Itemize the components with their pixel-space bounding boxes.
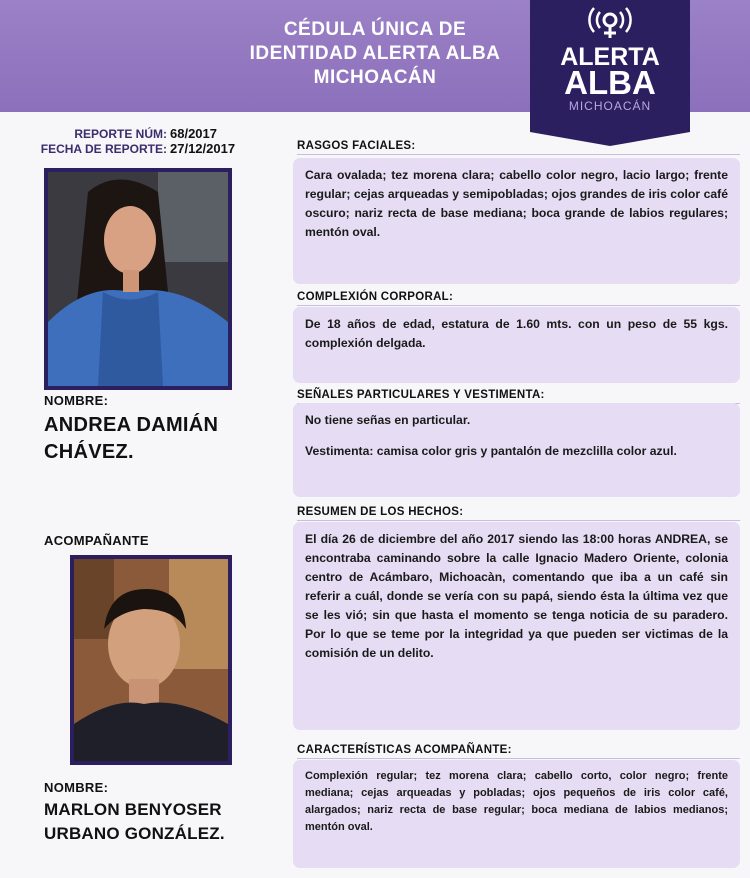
summary-text: El día 26 de diciembre del año 2017 siendo las 18:00 horas ANDREA, se encontraba caminando sobre la calle Ignacio Madero Oriente, colonia centro de Acámbaro, Michoacàn, comentando que iba a un café sin referir a cuál, donde se vería con su papá, siendo ésta la última vez que se les vió; sin que hasta el momento se tenga noticia de su paradero. Por lo que se teme por la integridad ya que pueden ser victimas de la comisión de un delito. [305,532,728,660]
companion-traits-text: Complexión regular; tez morena clara; cabello corto, color negro; frente mediana; cejas arqueadas y pobladas; ojos pequeños de iris color café, alargados; nariz recta de base regular; boca mediana de labios medianos; mentón oval. [305,770,728,833]
divider [297,305,740,306]
body-build-text: De 18 años de edad, estatura de 1.60 mts. con un peso de 55 kgs. complexión delgada. [305,317,728,350]
portrait-woman-image [48,172,228,386]
missing-person-name-line-1: ANDREA DAMIÁN [44,414,219,436]
body-build-title: COMPLEXIÓN CORPORAL: [297,291,454,303]
logo-text-alerta: ALERTA [560,43,660,71]
facial-features-text: Cara ovalada; tez morena clara; cabello color negro, lacio largo; frente regular; cejas arqueadas y semipobladas; ojos grandes de iris color café oscuro; nariz recta de base mediana; boca grande de labios regulares; mentón oval. [305,168,728,239]
divider [297,154,740,155]
companion-name-line-1: MARLON BENYOSER [44,800,222,819]
companion-heading: ACOMPAÑANTE [44,533,149,548]
clothing-text: Vestimenta: camisa color gris y pantalón de mezclilla color azul. [305,444,677,458]
logo-text-state: MICHOACÁN [568,99,652,113]
summary-box [293,522,740,730]
report-date-row [32,141,235,156]
divider [297,520,740,521]
companion-traits-box [293,760,740,868]
body-build-box [293,307,740,383]
report-number-row [32,126,217,141]
report-date-label: FECHA DE REPORTE: [40,142,167,156]
title-line-3: MICHOACÁN [313,67,437,88]
logo-text-alba: ALBA [564,64,656,101]
report-number-label: REPORTE NÚM: [74,127,167,141]
companion-name [44,798,225,846]
alerta-alba-logo [530,0,690,132]
facial-features-box [293,158,740,284]
missing-person-photo [44,168,232,390]
facial-features-title: RASGOS FACIALES: [297,140,416,152]
companion-name-line-2: URBANO GONZÁLEZ. [44,824,225,843]
document-title [230,18,520,90]
portrait-man-image [74,559,228,761]
divider [297,758,740,759]
report-number-value: 68/2017 [170,126,217,141]
marks-clothing-title: SEÑALES PARTICULARES Y VESTIMENTA: [297,389,545,401]
female-symbol-signal-icon [588,6,632,46]
marks-text: No tiene señas en particular. [305,413,471,427]
companion-traits-title: CARACTERÍSTICAS ACOMPAÑANTE: [297,744,512,756]
missing-person-name [44,412,218,466]
marks-clothing-box [293,403,740,497]
title-line-2: IDENTIDAD ALERTA ALBA [249,43,501,64]
summary-title: RESUMEN DE LOS HECHOS: [297,506,464,518]
companion-name-label: NOMBRE: [44,780,109,795]
missing-person-name-line-2: CHÁVEZ. [44,441,134,463]
report-date-value: 27/12/2017 [170,141,236,156]
missing-person-name-label: NOMBRE: [44,393,109,408]
title-line-1: CÉDULA ÚNICA DE [283,19,467,40]
companion-photo [70,555,232,765]
